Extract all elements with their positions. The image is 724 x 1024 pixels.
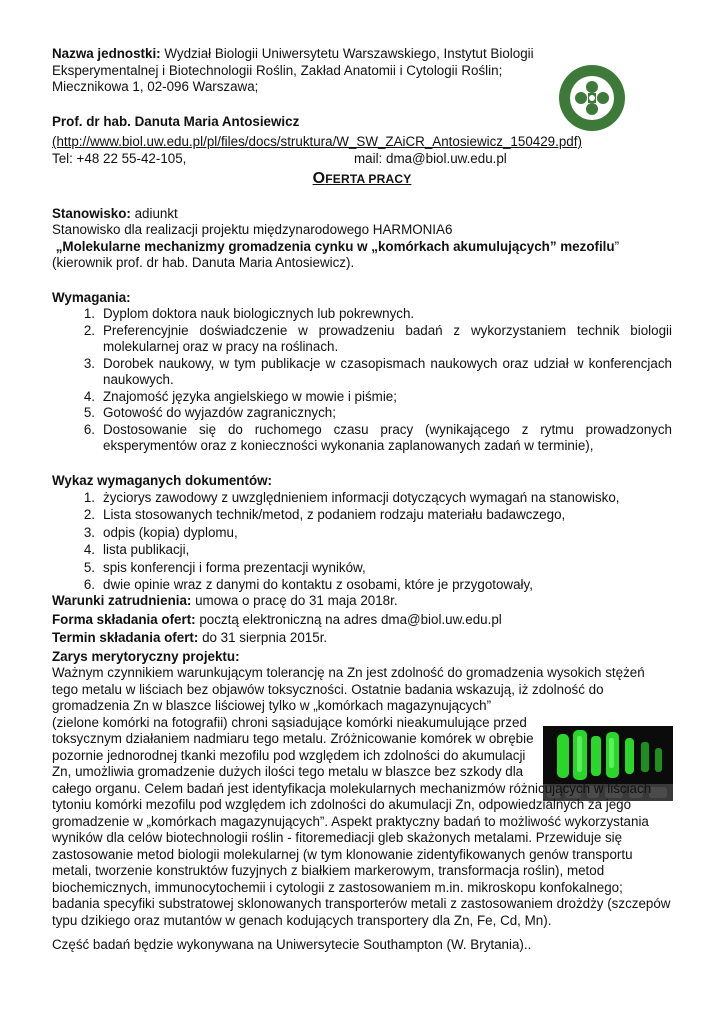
summary-line: Zn, umożliwia gromadzenie dużych ilości tego metalu w blaszce bez szkody dla <box>52 764 524 780</box>
summary-line: tego metalu w liściach bez objawów toksyczności. Ostatnie badania wskazują, iż zdolność do <box>52 681 604 697</box>
phone-number: Tel: +48 22 55-42-105, <box>52 150 187 166</box>
summary-line: pozornie jednorodnej tkanki mezofilu pod względem ich zdolności do akumulacji <box>52 747 526 763</box>
requirement-item <box>52 356 672 389</box>
requirement-item-number: 2. <box>83 322 95 338</box>
document-item-number: 5. <box>83 559 95 575</box>
document-item <box>52 541 672 558</box>
requirement-item <box>52 389 672 406</box>
job-offer-document <box>52 46 672 954</box>
summary-line: toksycznym działaniem nadmiaru tego metalu. Zróżnicowanie komórek w obrębie <box>52 731 534 747</box>
summary-line: metali, tworzenie konstruktów fuzyjnych z białkiem markerowym, transformacja roślin), metod <box>52 863 605 879</box>
project-manager: (kierownik prof. dr hab. Danuta Maria Antosiewicz). <box>52 255 355 270</box>
unit-value: Wydział Biologii Uniwersytetu Warszawskiego, Instytut Biologii <box>160 46 534 61</box>
requirement-item <box>52 422 672 455</box>
summary-text-top <box>52 665 672 698</box>
unit-line-1 <box>52 46 672 63</box>
document-item-text: spis konferencji i forma prezentacji wyników, <box>103 559 366 575</box>
email-address[interactable]: mail: dma@biol.uw.edu.pl <box>354 150 507 166</box>
summary-text-bottom <box>52 781 672 930</box>
submission-deadline: Termin składania ofert: do 31 sierpnia 2015r. <box>52 630 328 646</box>
requirements-heading: Wymagania: <box>52 289 131 305</box>
requirement-item-text: Dorobek naukowy, w tym publikacje w czasopismach naukowych oraz udział w konferencjach naukowych. <box>103 355 672 387</box>
document-item <box>52 559 672 576</box>
unit-label: Nazwa jednostki: <box>52 46 161 61</box>
summary-text-wrapped <box>52 698 534 781</box>
document-item-number: 3. <box>83 524 95 540</box>
professor-name: Prof. dr hab. Danuta Maria Antosiewicz <box>52 113 300 129</box>
position-value: adiunkt <box>130 205 178 221</box>
documents-list <box>52 489 672 593</box>
summary-line: wyników dla celów biotechnologii roślin - fitoremediacji gleb skażonych metalami. Przewiduje się <box>52 830 623 846</box>
summary-line: (zielone komórki na fotografii) chroni sąsiadujące komórki nieakumulujące przed <box>52 714 527 730</box>
document-item-number: 1. <box>83 490 95 505</box>
requirement-item-number: 3. <box>83 355 95 371</box>
document-item-text: Lista stosowanych technik/metod, z podaniem rodzaju materiału badawczego, <box>103 507 566 523</box>
page-title: OFERTA PRACY <box>312 170 412 187</box>
requirement-item <box>52 306 672 323</box>
summary-line: gromadzenie w „komórkach magazynujących”. Aspekt praktyczny badań to możliwość wykorzystania <box>52 813 649 829</box>
document-item <box>52 524 672 541</box>
closing-note: Część badań będzie wykonywana na Uniwersytecie Southampton (W. Brytania).. <box>52 937 532 953</box>
requirement-item-number: 6. <box>83 421 95 437</box>
requirements-list <box>52 306 672 455</box>
requirement-item-number: 4. <box>83 388 95 404</box>
document-item-text: odpis (kopia) dyplomu, <box>103 524 238 540</box>
document-item <box>52 506 672 523</box>
document-item-text: dwie opinie wraz z danymi do kontaktu z osobami, które je przygotowały, <box>103 577 533 593</box>
document-item-text: lista publikacji, <box>103 542 190 558</box>
summary-line: zastosowanie metod biologii molekularnej (w tym klonowanie zidentyfikowanych genów transportu <box>52 846 633 862</box>
requirement-item-number: 1. <box>83 306 95 321</box>
requirement-item <box>52 323 672 356</box>
document-item-text: życiorys zawodowy z uwzględnieniem informacji dotyczących wymagań na stanowisko, <box>103 490 620 505</box>
document-item-number: 4. <box>83 542 95 558</box>
profile-link[interactable]: (http://www.biol.uw.edu.pl/pl/files/docs/struktura/W_SW_ZAiCR_Antosiewicz_150429.pdf) <box>52 134 582 149</box>
requirement-item-text: Znajomość języka angielskiego w mowie i piśmie; <box>103 388 397 404</box>
summary-line: tytoniu komórki mezofilu pod względem ich zdolności do akumulacji Zn, odpowiedzialnych za jego <box>52 797 632 813</box>
employment-terms: Warunki zatrudnienia: umowa o pracę do 31 maja 2018r. <box>52 593 398 609</box>
documents-heading: Wykaz wymaganych dokumentów: <box>52 472 273 488</box>
summary-line: biochemicznych, immunocytochemii i cytologii z zastosowaniem m.in. mikroskopu konfokalnego; <box>52 879 623 895</box>
requirement-item-text: Preferencyjnie doświadczenie w prowadzeniu badań z wykorzystaniem technik biologii molekularnej oraz w pracy na roślinach. <box>103 322 672 354</box>
document-item <box>52 576 672 593</box>
requirement-item-number: 5. <box>83 405 95 420</box>
position-label: Stanowisko: <box>52 205 131 221</box>
document-item <box>52 489 672 506</box>
document-item-number: 2. <box>83 507 95 523</box>
requirement-item-text: Gotowość do wyjazdów zagranicznych; <box>103 405 336 420</box>
summary-heading: Zarys merytoryczny projektu: <box>52 648 240 664</box>
requirement-item-text: Dostosowanie się do ruchomego czasu pracy (wynikającego z rytmu prowadzonych eksperymentów oraz z konieczności wykonania zaplanowanych zadań w terminie), <box>103 421 672 453</box>
summary-line: badania specyfiki substratowej sklonowanych transporterów metali z zastosowaniem drożdży (szczepów <box>52 896 671 912</box>
summary-line: całego organu. Celem badań jest identyfikacja molekularnych mechanizmów różnicujących w liściach <box>52 780 652 796</box>
position-line <box>52 206 672 223</box>
document-item-number: 6. <box>83 577 95 593</box>
unit-line-2: Eksperymentalnej i Biotechnologii Roślin, Zakład Anatomii i Cytologii Roślin; <box>52 62 503 78</box>
summary-line: gromadzenia Zn w blaszce liściowej tylko w „komórkach magazynujących” <box>52 698 492 714</box>
contact-row <box>52 151 672 168</box>
project-intro: Stanowisko dla realizacji projektu międzynarodowego HARMONIA6 <box>52 222 453 237</box>
requirement-item-text: Dyplom doktora nauk biologicznych lub pokrewnych. <box>103 306 415 321</box>
project-title: „Molekularne mechanizmy gromadzenia cynku w „komórkach akumulujących” mezofilu” <box>55 238 620 254</box>
requirement-item <box>52 405 672 422</box>
unit-address: Miecznikowa 1, 02-096 Warszawa; <box>52 79 259 94</box>
summary-line: typu dzikiego oraz mutantów w genach kodujących transportery dla Zn, Fe, Cd, Mn). <box>52 912 552 928</box>
summary-line: Ważnym czynnikiem warunkującym tolerancję na Zn jest zdolność do gromadzenia wysokich stężeń <box>52 665 645 681</box>
submission-form: Forma składania ofert: pocztą elektroniczną na adres dma@biol.uw.edu.pl <box>52 611 502 627</box>
